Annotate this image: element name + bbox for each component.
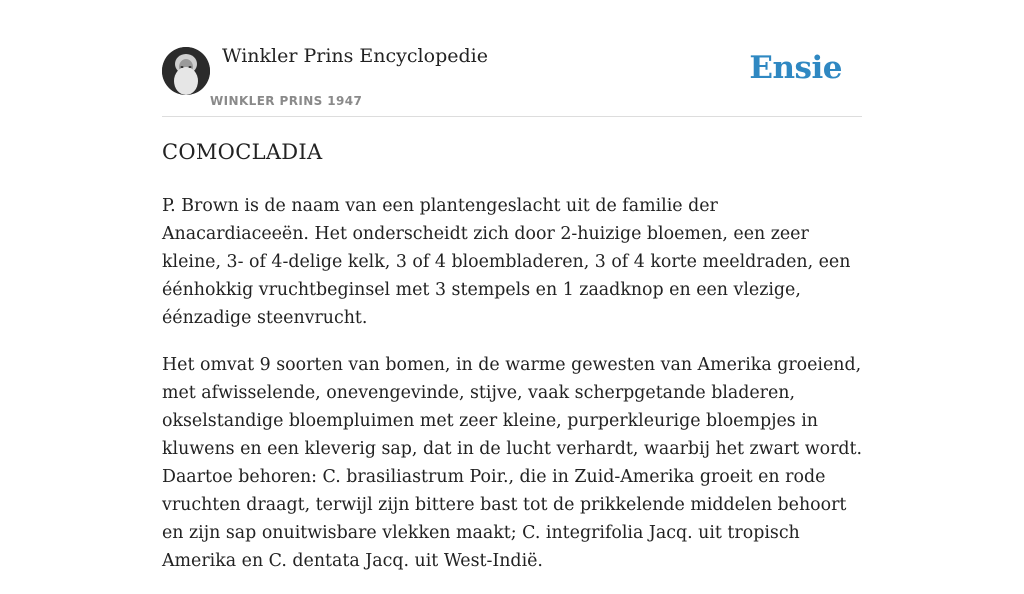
article-title: COMOCLADIA [162,140,323,164]
author-avatar[interactable] [162,47,210,95]
site-header [162,0,862,117]
article-body [162,192,864,594]
portrait-icon [162,47,210,95]
site-name[interactable]: Winkler Prins Encyclopedie [222,45,488,67]
article-paragraph: P. Brown is de naam van een plantengeslacht uit de familie der Anacardiaceeën. Het onderscheidt zich door 2-huizige bloemen, een zeer kleine, 3- of 4-delige kelk, 3 of 4 bloembladeren, 3 of 4 korte meeldraden, een éénhokkig vruchtbeginsel met 3 stempels en 1 zaadknop en een vlezige, éénzadige steenvrucht. [162,196,851,328]
source-label[interactable]: WINKLER PRINS 1947 [210,94,363,108]
article-paragraph: Het omvat 9 soorten van bomen, in de warme gewesten van Amerika groeiend, met afwisselende, onevengevinde, stijve, vaak scherpgetande bladeren, okselstandige bloempluimen met zeer kleine, purperkleurige bloempjes in kluwens en een kleverig sap, dat in de lucht verhardt, waarbij het zwart wordt. Daartoe behoren: C. brasiliastrum Poir., die in Zuid-Amerika groeit en rode vruchten draagt, terwijl zijn bittere bast tot de prikkelende middelen behoort en zijn sap onuitwisbare vlekken maakt; C. integrifolia Jacq. uit tropisch Amerika en C. dentata Jacq. uit West-Indië. [162,355,863,571]
ensie-logo[interactable]: Ensie [749,50,842,86]
